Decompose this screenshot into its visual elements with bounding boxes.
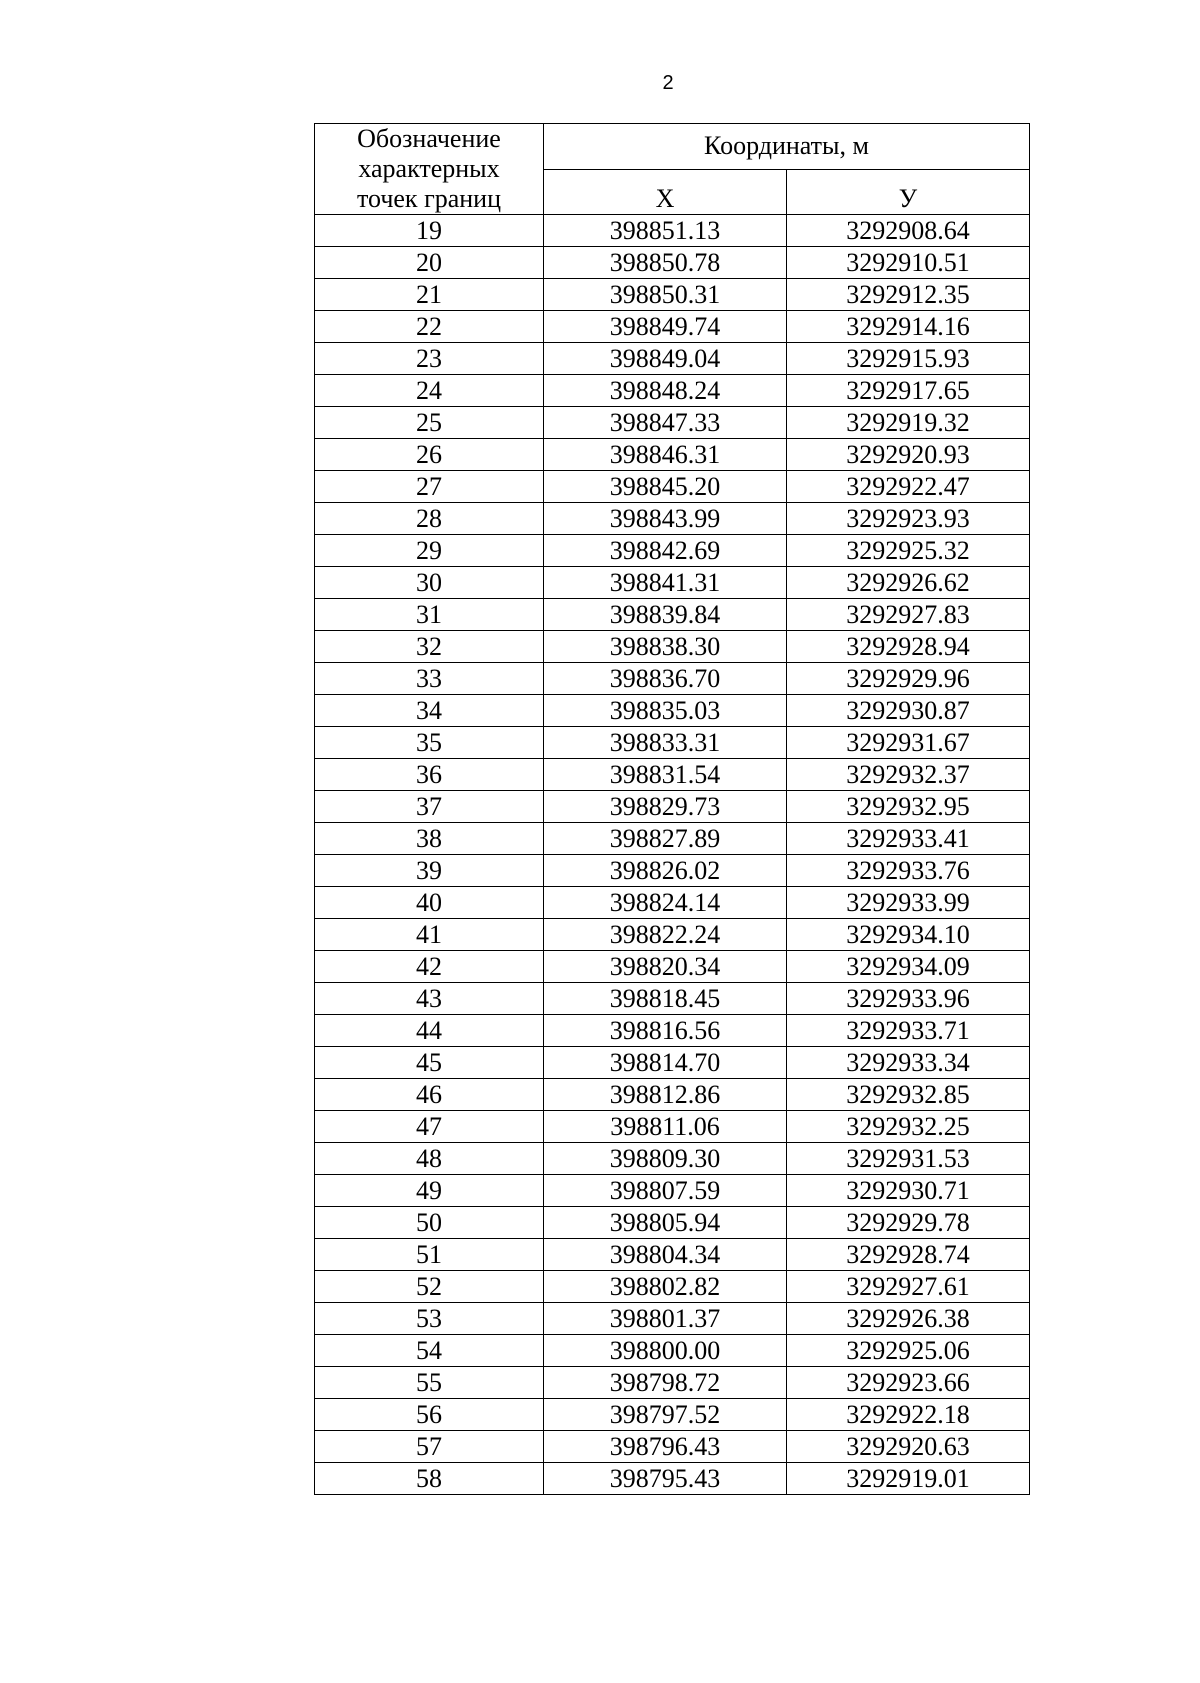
table-body <box>315 215 1030 1495</box>
cell-y: 3292928.74 <box>787 1239 1030 1271</box>
cell-point-number: 30 <box>315 567 544 599</box>
cell-y: 3292912.35 <box>787 279 1030 311</box>
cell-x: 398795.43 <box>544 1463 787 1495</box>
header-designation <box>315 124 544 215</box>
table-row <box>315 695 1030 727</box>
cell-point-number: 35 <box>315 727 544 759</box>
cell-y: 3292932.95 <box>787 791 1030 823</box>
cell-y: 3292928.94 <box>787 631 1030 663</box>
table-row <box>315 1015 1030 1047</box>
cell-x: 398812.86 <box>544 1079 787 1111</box>
table-row <box>315 951 1030 983</box>
cell-point-number: 56 <box>315 1399 544 1431</box>
cell-x: 398816.56 <box>544 1015 787 1047</box>
cell-x: 398848.24 <box>544 375 787 407</box>
cell-x: 398839.84 <box>544 599 787 631</box>
cell-y: 3292923.93 <box>787 503 1030 535</box>
table-row <box>315 919 1030 951</box>
table-row <box>315 215 1030 247</box>
cell-point-number: 27 <box>315 471 544 503</box>
cell-y: 3292915.93 <box>787 343 1030 375</box>
cell-y: 3292922.47 <box>787 471 1030 503</box>
cell-y: 3292908.64 <box>787 215 1030 247</box>
cell-x: 398835.03 <box>544 695 787 727</box>
table-row <box>315 471 1030 503</box>
coordinates-table <box>314 123 1030 1495</box>
cell-y: 3292933.41 <box>787 823 1030 855</box>
cell-point-number: 38 <box>315 823 544 855</box>
cell-point-number: 45 <box>315 1047 544 1079</box>
cell-x: 398801.37 <box>544 1303 787 1335</box>
table-row <box>315 1111 1030 1143</box>
cell-y: 3292920.63 <box>787 1431 1030 1463</box>
cell-point-number: 29 <box>315 535 544 567</box>
cell-point-number: 52 <box>315 1271 544 1303</box>
cell-point-number: 31 <box>315 599 544 631</box>
cell-point-number: 40 <box>315 887 544 919</box>
cell-point-number: 23 <box>315 343 544 375</box>
cell-point-number: 57 <box>315 1431 544 1463</box>
cell-y: 3292932.85 <box>787 1079 1030 1111</box>
cell-x: 398849.74 <box>544 311 787 343</box>
cell-y: 3292910.51 <box>787 247 1030 279</box>
cell-x: 398797.52 <box>544 1399 787 1431</box>
table-row <box>315 1239 1030 1271</box>
cell-point-number: 26 <box>315 439 544 471</box>
cell-point-number: 25 <box>315 407 544 439</box>
cell-y: 3292922.18 <box>787 1399 1030 1431</box>
table-row <box>315 1207 1030 1239</box>
table-row <box>315 823 1030 855</box>
cell-y: 3292933.99 <box>787 887 1030 919</box>
table-row <box>315 1175 1030 1207</box>
cell-y: 3292923.66 <box>787 1367 1030 1399</box>
cell-x: 398822.24 <box>544 919 787 951</box>
header-designation-line: Обозначение <box>357 124 501 153</box>
cell-x: 398826.02 <box>544 855 787 887</box>
cell-x: 398850.31 <box>544 279 787 311</box>
cell-y: 3292919.32 <box>787 407 1030 439</box>
cell-point-number: 36 <box>315 759 544 791</box>
header-row <box>315 124 1030 170</box>
cell-y: 3292926.38 <box>787 1303 1030 1335</box>
cell-y: 3292931.53 <box>787 1143 1030 1175</box>
cell-x: 398841.31 <box>544 567 787 599</box>
cell-x: 398845.20 <box>544 471 787 503</box>
cell-y: 3292914.16 <box>787 311 1030 343</box>
cell-point-number: 34 <box>315 695 544 727</box>
cell-y: 3292917.65 <box>787 375 1030 407</box>
cell-x: 398807.59 <box>544 1175 787 1207</box>
table-row <box>315 663 1030 695</box>
cell-y: 3292933.96 <box>787 983 1030 1015</box>
cell-point-number: 44 <box>315 1015 544 1047</box>
cell-x: 398814.70 <box>544 1047 787 1079</box>
cell-x: 398796.43 <box>544 1431 787 1463</box>
table-row <box>315 727 1030 759</box>
cell-point-number: 24 <box>315 375 544 407</box>
cell-point-number: 51 <box>315 1239 544 1271</box>
cell-x: 398847.33 <box>544 407 787 439</box>
cell-y: 3292933.34 <box>787 1047 1030 1079</box>
cell-x: 398838.30 <box>544 631 787 663</box>
table-row <box>315 1303 1030 1335</box>
cell-x: 398802.82 <box>544 1271 787 1303</box>
cell-y: 3292927.61 <box>787 1271 1030 1303</box>
cell-x: 398851.13 <box>544 215 787 247</box>
cell-y: 3292931.67 <box>787 727 1030 759</box>
cell-y: 3292929.96 <box>787 663 1030 695</box>
cell-point-number: 20 <box>315 247 544 279</box>
table-row <box>315 599 1030 631</box>
table-row <box>315 759 1030 791</box>
cell-x: 398827.89 <box>544 823 787 855</box>
cell-y: 3292926.62 <box>787 567 1030 599</box>
cell-point-number: 43 <box>315 983 544 1015</box>
table-row <box>315 1399 1030 1431</box>
table-row <box>315 855 1030 887</box>
cell-point-number: 50 <box>315 1207 544 1239</box>
table-row <box>315 1271 1030 1303</box>
cell-x: 398809.30 <box>544 1143 787 1175</box>
table-row <box>315 631 1030 663</box>
cell-y: 3292934.10 <box>787 919 1030 951</box>
cell-x: 398818.45 <box>544 983 787 1015</box>
header-designation-line: точек границ <box>356 184 502 213</box>
table-row <box>315 439 1030 471</box>
cell-x: 398824.14 <box>544 887 787 919</box>
page-number: 2 <box>662 72 674 94</box>
cell-point-number: 47 <box>315 1111 544 1143</box>
table-row <box>315 279 1030 311</box>
cell-y: 3292919.01 <box>787 1463 1030 1495</box>
cell-x: 398836.70 <box>544 663 787 695</box>
table-row <box>315 983 1030 1015</box>
header-y: У <box>787 169 1030 215</box>
table-row <box>315 503 1030 535</box>
cell-x: 398850.78 <box>544 247 787 279</box>
cell-point-number: 33 <box>315 663 544 695</box>
cell-point-number: 39 <box>315 855 544 887</box>
table-row <box>315 791 1030 823</box>
cell-x: 398849.04 <box>544 343 787 375</box>
table-row <box>315 247 1030 279</box>
cell-x: 398831.54 <box>544 759 787 791</box>
cell-x: 398829.73 <box>544 791 787 823</box>
cell-point-number: 46 <box>315 1079 544 1111</box>
table-row <box>315 1079 1030 1111</box>
cell-x: 398842.69 <box>544 535 787 567</box>
table-row <box>315 1463 1030 1495</box>
cell-point-number: 19 <box>315 215 544 247</box>
header-designation-line: характерных <box>358 154 500 183</box>
table-row <box>315 567 1030 599</box>
cell-x: 398811.06 <box>544 1111 787 1143</box>
cell-y: 3292934.09 <box>787 951 1030 983</box>
cell-point-number: 42 <box>315 951 544 983</box>
cell-point-number: 53 <box>315 1303 544 1335</box>
cell-point-number: 32 <box>315 631 544 663</box>
cell-x: 398800.00 <box>544 1335 787 1367</box>
cell-y: 3292933.76 <box>787 855 1030 887</box>
cell-y: 3292929.78 <box>787 1207 1030 1239</box>
cell-point-number: 55 <box>315 1367 544 1399</box>
cell-y: 3292920.93 <box>787 439 1030 471</box>
cell-x: 398843.99 <box>544 503 787 535</box>
cell-point-number: 49 <box>315 1175 544 1207</box>
table-row <box>315 1431 1030 1463</box>
table-row <box>315 1335 1030 1367</box>
cell-x: 398820.34 <box>544 951 787 983</box>
table-row <box>315 1367 1030 1399</box>
cell-y: 3292927.83 <box>787 599 1030 631</box>
cell-x: 398833.31 <box>544 727 787 759</box>
cell-y: 3292930.71 <box>787 1175 1030 1207</box>
cell-point-number: 28 <box>315 503 544 535</box>
header-x: Х <box>544 169 787 215</box>
cell-x: 398805.94 <box>544 1207 787 1239</box>
table-row <box>315 311 1030 343</box>
table-row <box>315 887 1030 919</box>
cell-point-number: 21 <box>315 279 544 311</box>
cell-point-number: 48 <box>315 1143 544 1175</box>
table-row <box>315 1143 1030 1175</box>
cell-y: 3292932.25 <box>787 1111 1030 1143</box>
cell-y: 3292933.71 <box>787 1015 1030 1047</box>
cell-y: 3292925.32 <box>787 535 1030 567</box>
table-row <box>315 343 1030 375</box>
table-row <box>315 1047 1030 1079</box>
header-coordinates: Координаты, м <box>544 124 1030 170</box>
cell-y: 3292932.37 <box>787 759 1030 791</box>
cell-point-number: 37 <box>315 791 544 823</box>
cell-x: 398804.34 <box>544 1239 787 1271</box>
cell-x: 398846.31 <box>544 439 787 471</box>
cell-point-number: 54 <box>315 1335 544 1367</box>
cell-point-number: 41 <box>315 919 544 951</box>
table-header <box>315 124 1030 215</box>
cell-point-number: 22 <box>315 311 544 343</box>
cell-y: 3292930.87 <box>787 695 1030 727</box>
table-row <box>315 375 1030 407</box>
cell-point-number: 58 <box>315 1463 544 1495</box>
table-row <box>315 535 1030 567</box>
cell-x: 398798.72 <box>544 1367 787 1399</box>
cell-y: 3292925.06 <box>787 1335 1030 1367</box>
table-row <box>315 407 1030 439</box>
